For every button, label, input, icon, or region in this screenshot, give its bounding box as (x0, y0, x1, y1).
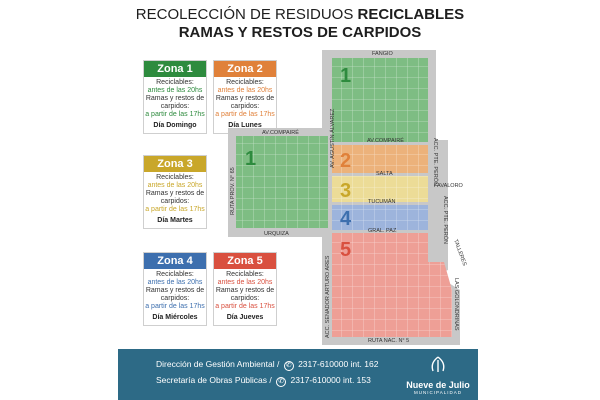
office-phone: 2317-610000 int. 162 (298, 359, 379, 369)
street-salta: SALTA (376, 171, 393, 177)
street-talleres: TALLERES (452, 238, 468, 267)
zone-card-title: Zona 3 (144, 156, 206, 172)
collection-day: Día Jueves (226, 314, 264, 321)
branches-label: Ramas y restos de carpidos: (145, 190, 205, 205)
recycle-time: antes de las 20hs (217, 87, 273, 94)
collection-day: Día Martes (157, 217, 193, 224)
office-phone: 2317-610000 int. 153 (290, 375, 371, 385)
street-tucuman: TUCUMÁN (368, 199, 396, 205)
zone-number-4: 4 (340, 208, 352, 230)
street-golondrinas: LAS GOLONDRINAS (453, 278, 459, 331)
street-agustin-alvarez: AV. AGUSTÍN ÁLVAREZ (330, 108, 336, 168)
recycle-time: antes de las 20hs (147, 279, 203, 286)
title-line2: RAMAS Y RESTOS DE CARPIDOS (178, 24, 422, 41)
street-ruta5: RUTA NAC. N° 5 (368, 338, 410, 344)
logo-sub: MUNICIPALIDAD (414, 390, 462, 395)
branches-label: Ramas y restos de carpidos: (215, 287, 275, 302)
footer-line-1 (156, 359, 378, 371)
logo-mark-icon (427, 355, 449, 375)
office-name: Dirección de Gestión Ambiental (156, 359, 275, 369)
street-fangio: FANGIO (372, 51, 393, 57)
municipality-logo (405, 355, 471, 395)
collection-day: Día Miércoles (152, 314, 198, 321)
phone-icon: ✆ (284, 361, 294, 371)
zone-number-1-north: 1 (340, 65, 352, 87)
logo-name: Nueve de Julio (406, 380, 470, 390)
branches-time: a partir de las 17hs (215, 303, 275, 310)
recycle-label: Reciclables: (226, 79, 264, 86)
branches-time: a partir de las 17hs (145, 111, 205, 118)
separator: / (276, 359, 282, 369)
branches-label: Ramas y restos de carpidos: (145, 287, 205, 302)
zone-card-title: Zona 5 (214, 253, 276, 269)
title-line1-bold: RECICLABLES (357, 6, 465, 23)
recycle-label: Reciclables: (156, 271, 194, 278)
street-peron-mid: ACC. PTE. PERÓN (442, 196, 448, 244)
zone-card-title: Zona 2 (214, 61, 276, 77)
recycle-time: antes de las 20hs (217, 279, 273, 286)
footer-banner (118, 349, 478, 400)
branches-time: a partir de las 17hs (145, 206, 205, 213)
street-ruta65: RUTA PROV. N° 65 (230, 167, 236, 215)
branches-label: Ramas y restos de carpidos: (145, 95, 205, 110)
street-favaloro: FAVALORO (434, 183, 463, 189)
separator: / (269, 375, 275, 385)
collection-day: Día Lunes (228, 122, 262, 129)
street-peron-top: ACC. PTE. PERÓN (432, 138, 438, 186)
recycle-label: Reciclables: (156, 79, 194, 86)
zone-card-title: Zona 4 (144, 253, 206, 269)
office-name: Secretaría de Obras Públicas (156, 375, 268, 385)
collection-day: Día Domingo (153, 122, 197, 129)
branches-time: a partir de las 17hs (215, 111, 275, 118)
zone-number-2: 2 (340, 150, 352, 172)
recycle-label: Reciclables: (226, 271, 264, 278)
branches-label: Ramas y restos de carpidos: (215, 95, 275, 110)
street-urquiza: URQUIZA (264, 231, 289, 237)
recycle-label: Reciclables: (156, 174, 194, 181)
street-gral-paz: GRAL. PAZ (368, 228, 397, 234)
recycle-time: antes de las 20hs (147, 182, 203, 189)
zone-number-3: 3 (340, 180, 352, 202)
footer-line-2 (156, 375, 371, 387)
recycle-time: antes de las 20hs (147, 87, 203, 94)
street-compaire-left: AV.COMPAIRÉ (262, 130, 299, 136)
zone-card-title: Zona 1 (144, 61, 206, 77)
street-compaire-right: AV.COMPAIRÉ (367, 138, 404, 144)
title-line1: RECOLECCIÓN DE RESIDUOS (135, 6, 358, 23)
zone-number-5: 5 (340, 239, 352, 261)
branches-time: a partir de las 17hs (145, 303, 205, 310)
phone-icon: ✆ (276, 377, 286, 387)
street-ares: ACC. SENADOR ARTURO ARES (325, 255, 331, 338)
zone-number-1-west: 1 (245, 148, 257, 170)
